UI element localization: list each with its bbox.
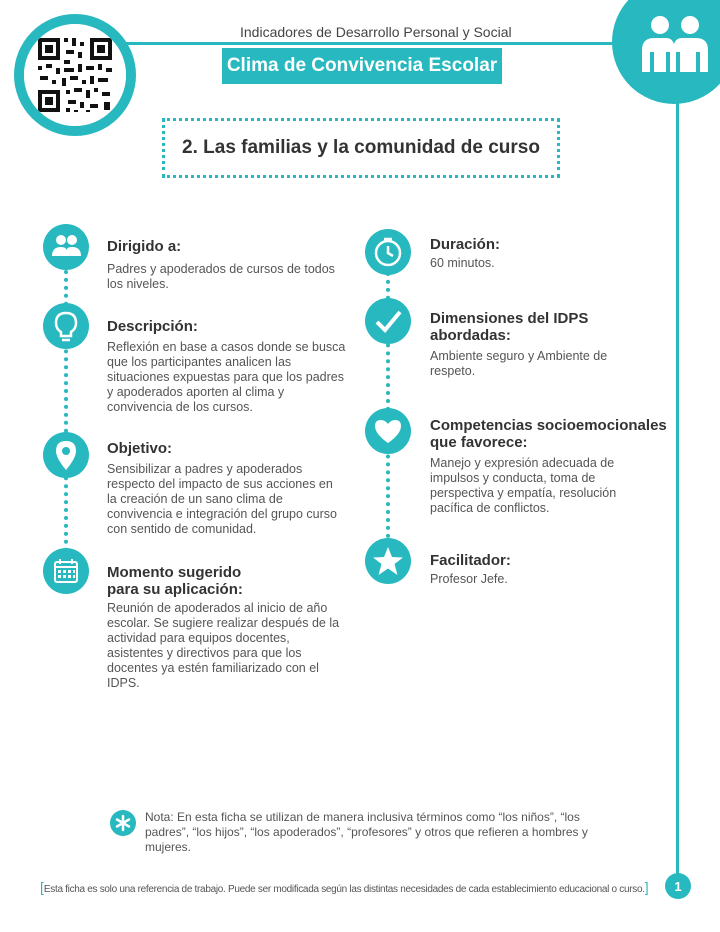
clock-icon [365,229,411,275]
duracion-heading: Duración: [430,236,501,253]
dirigido-text: Padres y apoderados de cursos de todos los niveles. [107,262,335,291]
facilitador-heading: Facilitador: [430,552,511,569]
descripcion-heading: Descripción: [107,318,198,335]
descripcion-text: Reflexión en base a casos donde se busca que los participantes analicen las situaciones expuestas para que los padres y apoderados aporten al clima y convivencia de los cursos. [107,340,346,414]
competencias-text: Manejo y expresión adecuada de impulsos y conducta, toma de perspectiva y empatía, resolución pacífica de conflictos. [430,456,617,515]
header-title: Clima de Convivencia Escolar [222,48,502,84]
activity-title: 2. Las familias y la comunidad de curso [162,118,560,178]
descripcion-icon-badge [43,303,89,349]
dimensiones-icon-badge [365,298,411,344]
note-text: Nota: En esta ficha se utilizan de manera inclusiva términos como “los niños”, “los padres”, “los hijos”, “los apoderados”, “profesores” y otros que refieren a hombres y mujeres. [145,810,588,854]
checkmark-icon [365,298,411,344]
right-rail-line [676,90,679,876]
competencias-heading-1: Competencias socioemocionales [430,417,667,434]
dirigido-heading: Dirigido a: [107,238,182,255]
location-pin-icon [43,432,89,478]
star-icon [365,538,411,584]
lightbulb-icon [43,303,89,349]
parents-icon [43,224,89,270]
page-number: 1 [665,873,691,899]
momento-heading-1: Momento sugerido [107,564,242,581]
momento-icon-badge [43,548,89,594]
footer-text: Esta ficha es solo una referencia de trabajo. Puede ser modificada según las distintas necesidades de cada establecimiento educacional o curso. [43,884,645,895]
footer-disclaimer [40,879,649,895]
calendar-icon [43,548,89,594]
objetivo-icon-badge [43,432,89,478]
asterisk-icon [110,810,136,836]
header-subtitle: Indicadores de Desarrollo Personal y Social [240,24,512,40]
objetivo-text: Sensibilizar a padres y apoderados respecto del impacto de sus acciones en la creación de un sano clima de convivencia e integración del grupo curso con sentido de comunidad. [107,462,337,536]
competencias-icon-badge [365,408,411,454]
objetivo-heading: Objetivo: [107,440,173,457]
duracion-icon-badge [365,229,411,275]
qr-code-badge [14,14,136,136]
footer-bracket-close: ] [644,879,649,895]
duracion-text: 60 minutos. [430,256,495,270]
qr-code-icon [24,24,126,126]
dimensiones-heading-1: Dimensiones del IDPS [430,310,589,327]
momento-text: Reunión de apoderados al inicio de año escolar. Se sugiere realizar después de la actividad para equipos docentes, asistentes y directivos para que los docentes ya estén familiarizado con el IDPS. [107,601,340,690]
people-badge [612,0,720,104]
note-badge [110,810,136,836]
dirigido-icon-badge [43,224,89,270]
dimensiones-text: Ambiente seguro y Ambiente de respeto. [430,349,608,378]
facilitador-icon-badge [365,538,411,584]
header-line [120,42,620,45]
people-icon [612,0,720,104]
momento-heading-2: para su aplicación: [107,581,243,598]
facilitador-text: Profesor Jefe. [430,572,508,586]
dimensiones-heading-2: abordadas: [430,327,511,344]
heart-icon [365,408,411,454]
competencias-heading-2: que favorece: [430,434,528,451]
footer-bracket-open: [ [40,879,44,895]
